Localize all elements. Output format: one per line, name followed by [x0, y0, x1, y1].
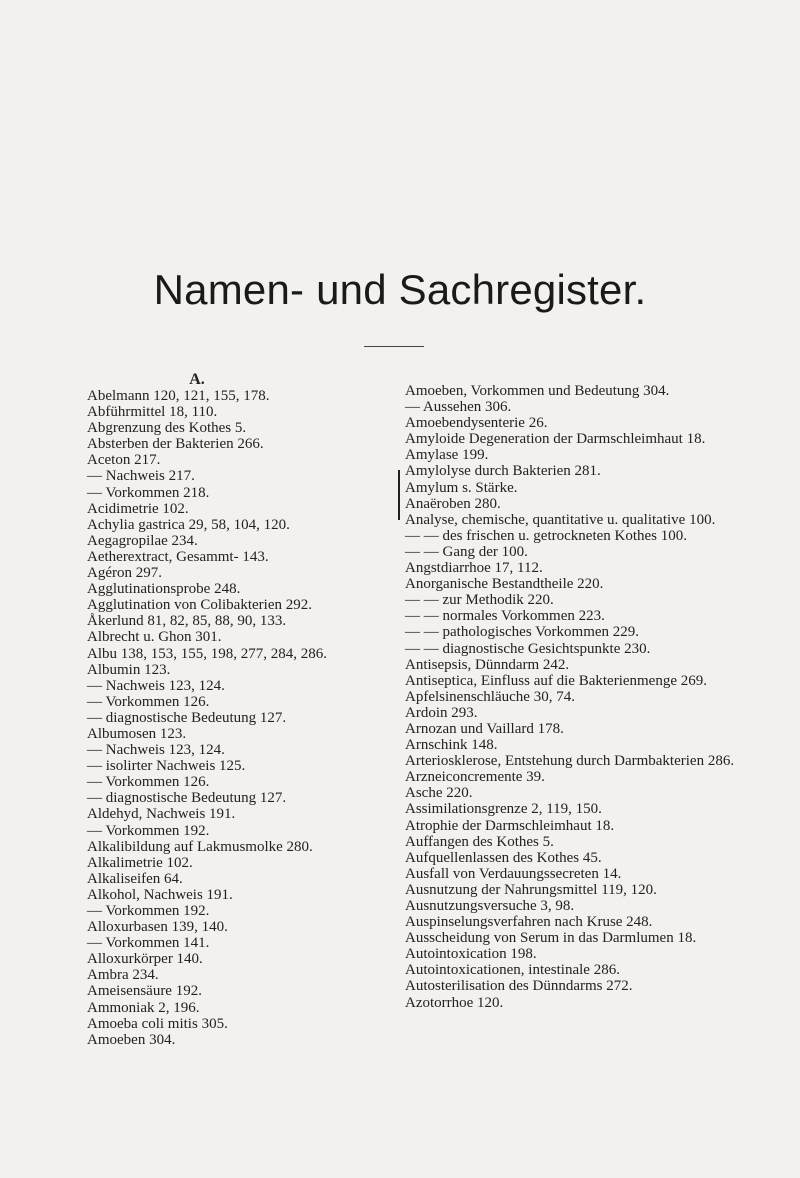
- index-entry: Alkalimetrie 102.: [87, 854, 193, 871]
- index-entry: — — normales Vorkommen 223.: [405, 608, 605, 625]
- index-entry: — isolirter Nachweis 125.: [87, 758, 246, 775]
- index-entry: Albumosen 123.: [87, 725, 187, 742]
- index-entry: Angstdiarrhoe 17, 112.: [405, 560, 543, 577]
- index-entry: Autointoxication 198.: [405, 946, 537, 963]
- index-entry: Alkohol, Nachweis 191.: [87, 886, 233, 903]
- page-title: Namen- und Sachregister.: [153, 266, 647, 313]
- index-entry: Autosterilisation des Dünndarms 272.: [405, 978, 633, 995]
- index-entry: — Aussehen 306.: [405, 399, 512, 416]
- index-entry: Auffangen des Kothes 5.: [405, 833, 554, 850]
- index-entry: Alloxurbasen 139, 140.: [87, 919, 228, 936]
- index-entry: — — pathologisches Vorkommen 229.: [405, 624, 640, 641]
- index-entry: Antisepsis, Dünndarm 242.: [405, 656, 570, 673]
- index-entry: Arnschink 148.: [405, 737, 498, 754]
- index-entry: — Vorkommen 141.: [87, 935, 210, 952]
- index-entry: Albumin 123.: [87, 661, 171, 678]
- index-entry: Atrophie der Darmschleimhaut 18.: [405, 817, 615, 834]
- index-entry: Amylase 199.: [405, 447, 489, 464]
- index-entry: Apfelsinenschläuche 30, 74.: [405, 688, 575, 705]
- index-entry: Alloxurkörper 140.: [87, 951, 203, 968]
- index-entry: Ambra 234.: [87, 967, 159, 984]
- index-entry: Ausnutzung der Nahrungsmittel 119, 120.: [405, 881, 657, 898]
- index-entry: Agglutinationsprobe 248.: [87, 581, 241, 598]
- index-entry: — diagnostische Bedeutung 127.: [87, 790, 287, 807]
- index-entry: Amoebendysenterie 26.: [405, 415, 548, 432]
- index-entry: Arzneiconcremente 39.: [405, 769, 545, 786]
- index-entry: — — zur Methodik 220.: [405, 592, 554, 609]
- index-entry: Acidimetrie 102.: [87, 500, 189, 517]
- index-entry: Arnozan und Vaillard 178.: [405, 720, 564, 737]
- index-entry: Aldehyd, Nachweis 191.: [87, 806, 236, 823]
- index-entry: Absterben der Bakterien 266.: [87, 436, 264, 453]
- index-entry: — Nachweis 217.: [87, 468, 195, 485]
- index-entry: Anaëroben 280.: [405, 495, 501, 512]
- index-entry: Agéron 297.: [87, 565, 162, 582]
- index-entry: Aceton 217.: [87, 452, 161, 469]
- index-entry: Assimilationsgrenze 2, 119, 150.: [405, 801, 602, 818]
- index-entry: Achylia gastrica 29, 58, 104, 120.: [87, 516, 290, 533]
- index-entry: — Vorkommen 192.: [87, 822, 210, 839]
- index-entry: Ameisensäure 192.: [87, 983, 202, 1000]
- index-entry: Amoeba coli mitis 305.: [87, 1015, 228, 1032]
- index-entry: — Vorkommen 126.: [87, 774, 210, 791]
- index-entry: Arteriosklerose, Entstehung durch Darmbakterien 286.: [405, 753, 735, 770]
- index-entry: Amoeben, Vorkommen und Bedeutung 304.: [405, 383, 670, 399]
- index-entry: Albu 138, 153, 155, 198, 277, 284, 286.: [87, 645, 327, 662]
- index-entry: — Vorkommen 192.: [87, 903, 210, 919]
- index-entry: — — des frischen u. getrockneten Kothes 100.: [405, 527, 688, 544]
- index-entry: — Nachweis 123, 124.: [87, 742, 225, 759]
- index-entry: Amyloide Degeneration der Darmschleimhaut 18.: [405, 431, 706, 448]
- index-entry: Ausnutzungsversuche 3, 98.: [405, 898, 575, 914]
- index-entry: Abführmittel 18, 110.: [87, 404, 218, 421]
- right-entries: [405, 383, 755, 1011]
- index-entry: Agglutination von Colibakterien 292.: [87, 597, 312, 614]
- index-entry: — — diagnostische Gesichtspunkte 230.: [405, 640, 651, 657]
- index-entry: Abelmann 120, 121, 155, 178.: [87, 388, 270, 404]
- index-entry: Anorganische Bestandtheile 220.: [405, 576, 604, 593]
- index-entry: Alkaliseifen 64.: [87, 870, 183, 887]
- margin-mark: [398, 470, 400, 520]
- index-entry: — Vorkommen 218.: [87, 484, 210, 501]
- index-entry: Amylolyse durch Bakterien 281.: [405, 463, 601, 480]
- index-entry: — diagnostische Bedeutung 127.: [87, 709, 287, 726]
- index-entry: — Vorkommen 126.: [87, 693, 210, 710]
- index-entry: Analyse, chemische, quantitative u. qualitative 100.: [405, 511, 716, 528]
- index-entry: Azotorrhoe 120.: [405, 994, 504, 1011]
- left-entries: [87, 388, 387, 1048]
- index-entry: Auspinselungsverfahren nach Kruse 248.: [405, 914, 653, 931]
- index-entry: Aufquellenlassen des Kothes 45.: [405, 849, 602, 866]
- index-entry: Abgrenzung des Kothes 5.: [87, 420, 247, 437]
- index-entry: Ammoniak 2, 196.: [87, 999, 200, 1016]
- index-entry: Aetherextract, Gesammt- 143.: [87, 548, 269, 565]
- title-rule: [364, 346, 424, 347]
- index-entry: Ausscheidung von Serum in das Darmlumen 18.: [405, 930, 697, 947]
- index-entry: Alkalibildung auf Lakmusmolke 280.: [87, 838, 313, 855]
- index-entry: Asche 220.: [405, 785, 473, 802]
- index-entry: Amoeben 304.: [87, 1031, 176, 1048]
- index-entry: — — Gang der 100.: [405, 543, 528, 560]
- section-letter: A.: [189, 371, 205, 388]
- index-entry: Ardoin 293.: [405, 704, 478, 721]
- index-entry: Antiseptica, Einfluss auf die Bakterienmenge 269.: [405, 672, 707, 689]
- index-entry: Ausfall von Verdauungssecreten 14.: [405, 865, 622, 882]
- index-entry: Autointoxicationen, intestinale 286.: [405, 962, 620, 979]
- index-entry: Amylum s. Stärke.: [405, 479, 518, 496]
- index-entry: Åkerlund 81, 82, 85, 88, 90, 133.: [87, 613, 287, 630]
- index-entry: Aegagropilae 234.: [87, 532, 198, 549]
- index-entry: Albrecht u. Ghon 301.: [87, 629, 222, 646]
- index-column-right: [405, 383, 755, 1011]
- index-entry: — Nachweis 123, 124.: [87, 677, 225, 694]
- index-column-left: [87, 372, 387, 1048]
